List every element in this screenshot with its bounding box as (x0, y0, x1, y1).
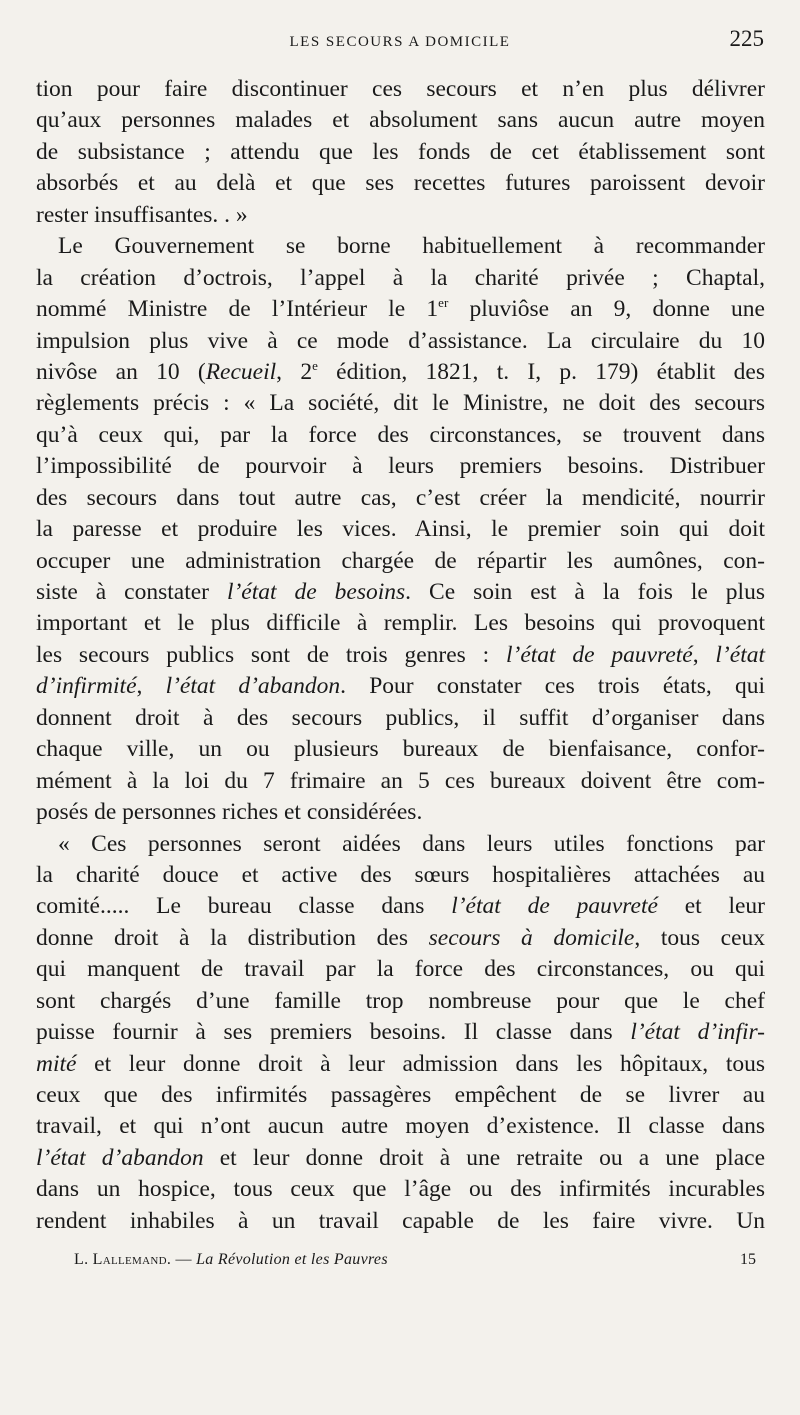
text-run: comité..... Le bureau classe dans (36, 893, 452, 920)
text-run: puisse fournir à ses premiers besoins. Il classe dans (36, 1019, 631, 1046)
text-run: pluviôse an 9, donne une (448, 296, 765, 323)
page-header (36, 26, 764, 62)
text-line (36, 1143, 765, 1174)
superscript: er (438, 295, 449, 311)
text-line: qui manquent de travail par la force des circonstances, ou qui (36, 956, 765, 983)
text-line (36, 1049, 765, 1080)
text-line: ceux que des infirmités passagères empêchent de se livrer au (36, 1082, 765, 1108)
text-line: la charité douce et active des sœurs hospitalières attachées au (36, 861, 765, 888)
text-line (36, 923, 765, 954)
text-run: . Pour constater ces trois états, qui (340, 673, 766, 700)
footer-book-title: La Révolution et les Pauvres (196, 1251, 388, 1268)
footer-dash: — (171, 1251, 197, 1268)
superscript: e (312, 358, 318, 374)
text-line: « Ces personnes seront aidées dans leurs utiles fonctions par (58, 830, 765, 857)
text-line (36, 891, 765, 922)
italic-run: Recueil (205, 358, 277, 385)
page-number: 225 (729, 26, 764, 51)
text-line: dans un hospice, tous ceux que l’âge ou des infirmités incurables (36, 1176, 765, 1203)
running-title: LES SECOURS A DOMICILE (289, 34, 511, 50)
text-line: tion pour faire discontinuer ces secours et n’en plus délivrer (36, 76, 765, 102)
text-run: , (136, 673, 166, 700)
text-line: absorbés et au delà et que ses recettes futures paroissent devoir (36, 170, 765, 197)
text-line (36, 357, 765, 388)
text-run: , 2 (276, 358, 313, 385)
text-line: la création d’octrois, l’appel à la charité privée ; Chaptal, (36, 264, 765, 291)
text-line: sont chargés d’une famille trop nombreuse pour que le chef (36, 987, 765, 1014)
text-line: des secours dans tout autre cas, c’est créer la mendicité, nourrir (36, 484, 765, 511)
text-run: . Ce soin est à la fois le plus (405, 579, 765, 605)
text-line: chaque ville, un ou plusieurs bureaux de bienfaisance, confor- (36, 736, 765, 763)
text-line: impulsion plus vive à ce mode d’assistance. La circulaire du 10 (36, 327, 765, 354)
signature-mark: 15 (740, 1251, 756, 1268)
text-run: et leur (657, 893, 766, 920)
text-run: nommé Ministre de l’Intérieur le 1 (36, 296, 439, 323)
body-text (36, 74, 765, 1237)
italic-run: mité (36, 1050, 77, 1077)
page-footer (74, 1246, 756, 1276)
text-line: qu’aux personnes malades et absolument sans aucun autre moyen (36, 107, 765, 134)
text-run: , (692, 641, 716, 668)
footer-citation (74, 1251, 388, 1269)
italic-run: secours à domicile (428, 924, 635, 951)
text-run: , tous ceux (634, 924, 765, 951)
text-line: mément à la loi du 7 frimaire an 5 ces bureaux doivent être com- (36, 767, 765, 794)
text-run: et leur donne droit à leur admission dans les hôpitaux, tous (76, 1050, 765, 1077)
text-run: et leur donne droit à une retraite ou a une place (203, 1144, 766, 1171)
text-line: occuper une administration chargée de répartir les aumônes, con- (36, 547, 765, 574)
italic-run: l’état d’abandon (36, 1144, 204, 1171)
text-line: travail, et qui n’ont aucun autre moyen d’existence. Il classe dans (36, 1113, 765, 1140)
text-line: donnent droit à des secours publics, il suffit d’organiser dans (36, 704, 765, 731)
footer-author: L. Lallemand. (74, 1251, 172, 1268)
text-run: siste à constater (36, 579, 227, 605)
italic-run: l’état de pauvreté (451, 893, 658, 920)
text-run: les secours publics sont de trois genres : (36, 641, 506, 668)
text-line: qu’à ceux qui, par la force des circonstances, se trouvent dans (36, 421, 765, 448)
italic-run: l’état de pauvreté (505, 641, 693, 668)
italic-run: d’infirmité (36, 673, 137, 700)
italic-run: l’état d’abandon (165, 673, 341, 700)
text-line: règlements précis : « La société, dit le Ministre, ne doit des secours (36, 390, 765, 417)
text-line (36, 294, 765, 325)
text-line: important et le plus difficile à remplir. Les besoins qui provoquent (36, 610, 765, 637)
text-line: l’impossibilité de pourvoir à leurs premiers besoins. Distribuer (36, 453, 765, 480)
text-line: Le Gouvernement se borne habituellement à recommander (58, 233, 765, 260)
text-line: rester insuffisantes. . » (36, 201, 248, 228)
italic-run: l’état de besoins (226, 579, 406, 605)
text-line: posés de personnes riches et considérées. (36, 799, 423, 826)
text-line: de subsistance ; attendu que les fonds de cet établissement sont (36, 138, 765, 165)
text-run: nivôse an 10 ( (36, 358, 206, 385)
text-run: donne droit à la distribution des (36, 924, 429, 951)
italic-run: l’état (715, 641, 765, 668)
text-line: rendent inhabiles à un travail capable de les faire vivre. Un (36, 1207, 765, 1234)
text-line (36, 640, 765, 671)
text-line (36, 671, 765, 702)
italic-run: l’état d’infir- (630, 1019, 765, 1046)
text-line (36, 1017, 765, 1048)
text-line: la paresse et produire les vices. Ainsi, le premier soin qui doit (36, 516, 765, 543)
text-line (36, 577, 765, 608)
text-run: édition, 1821, t. I, p. 179) établit des (317, 358, 765, 385)
